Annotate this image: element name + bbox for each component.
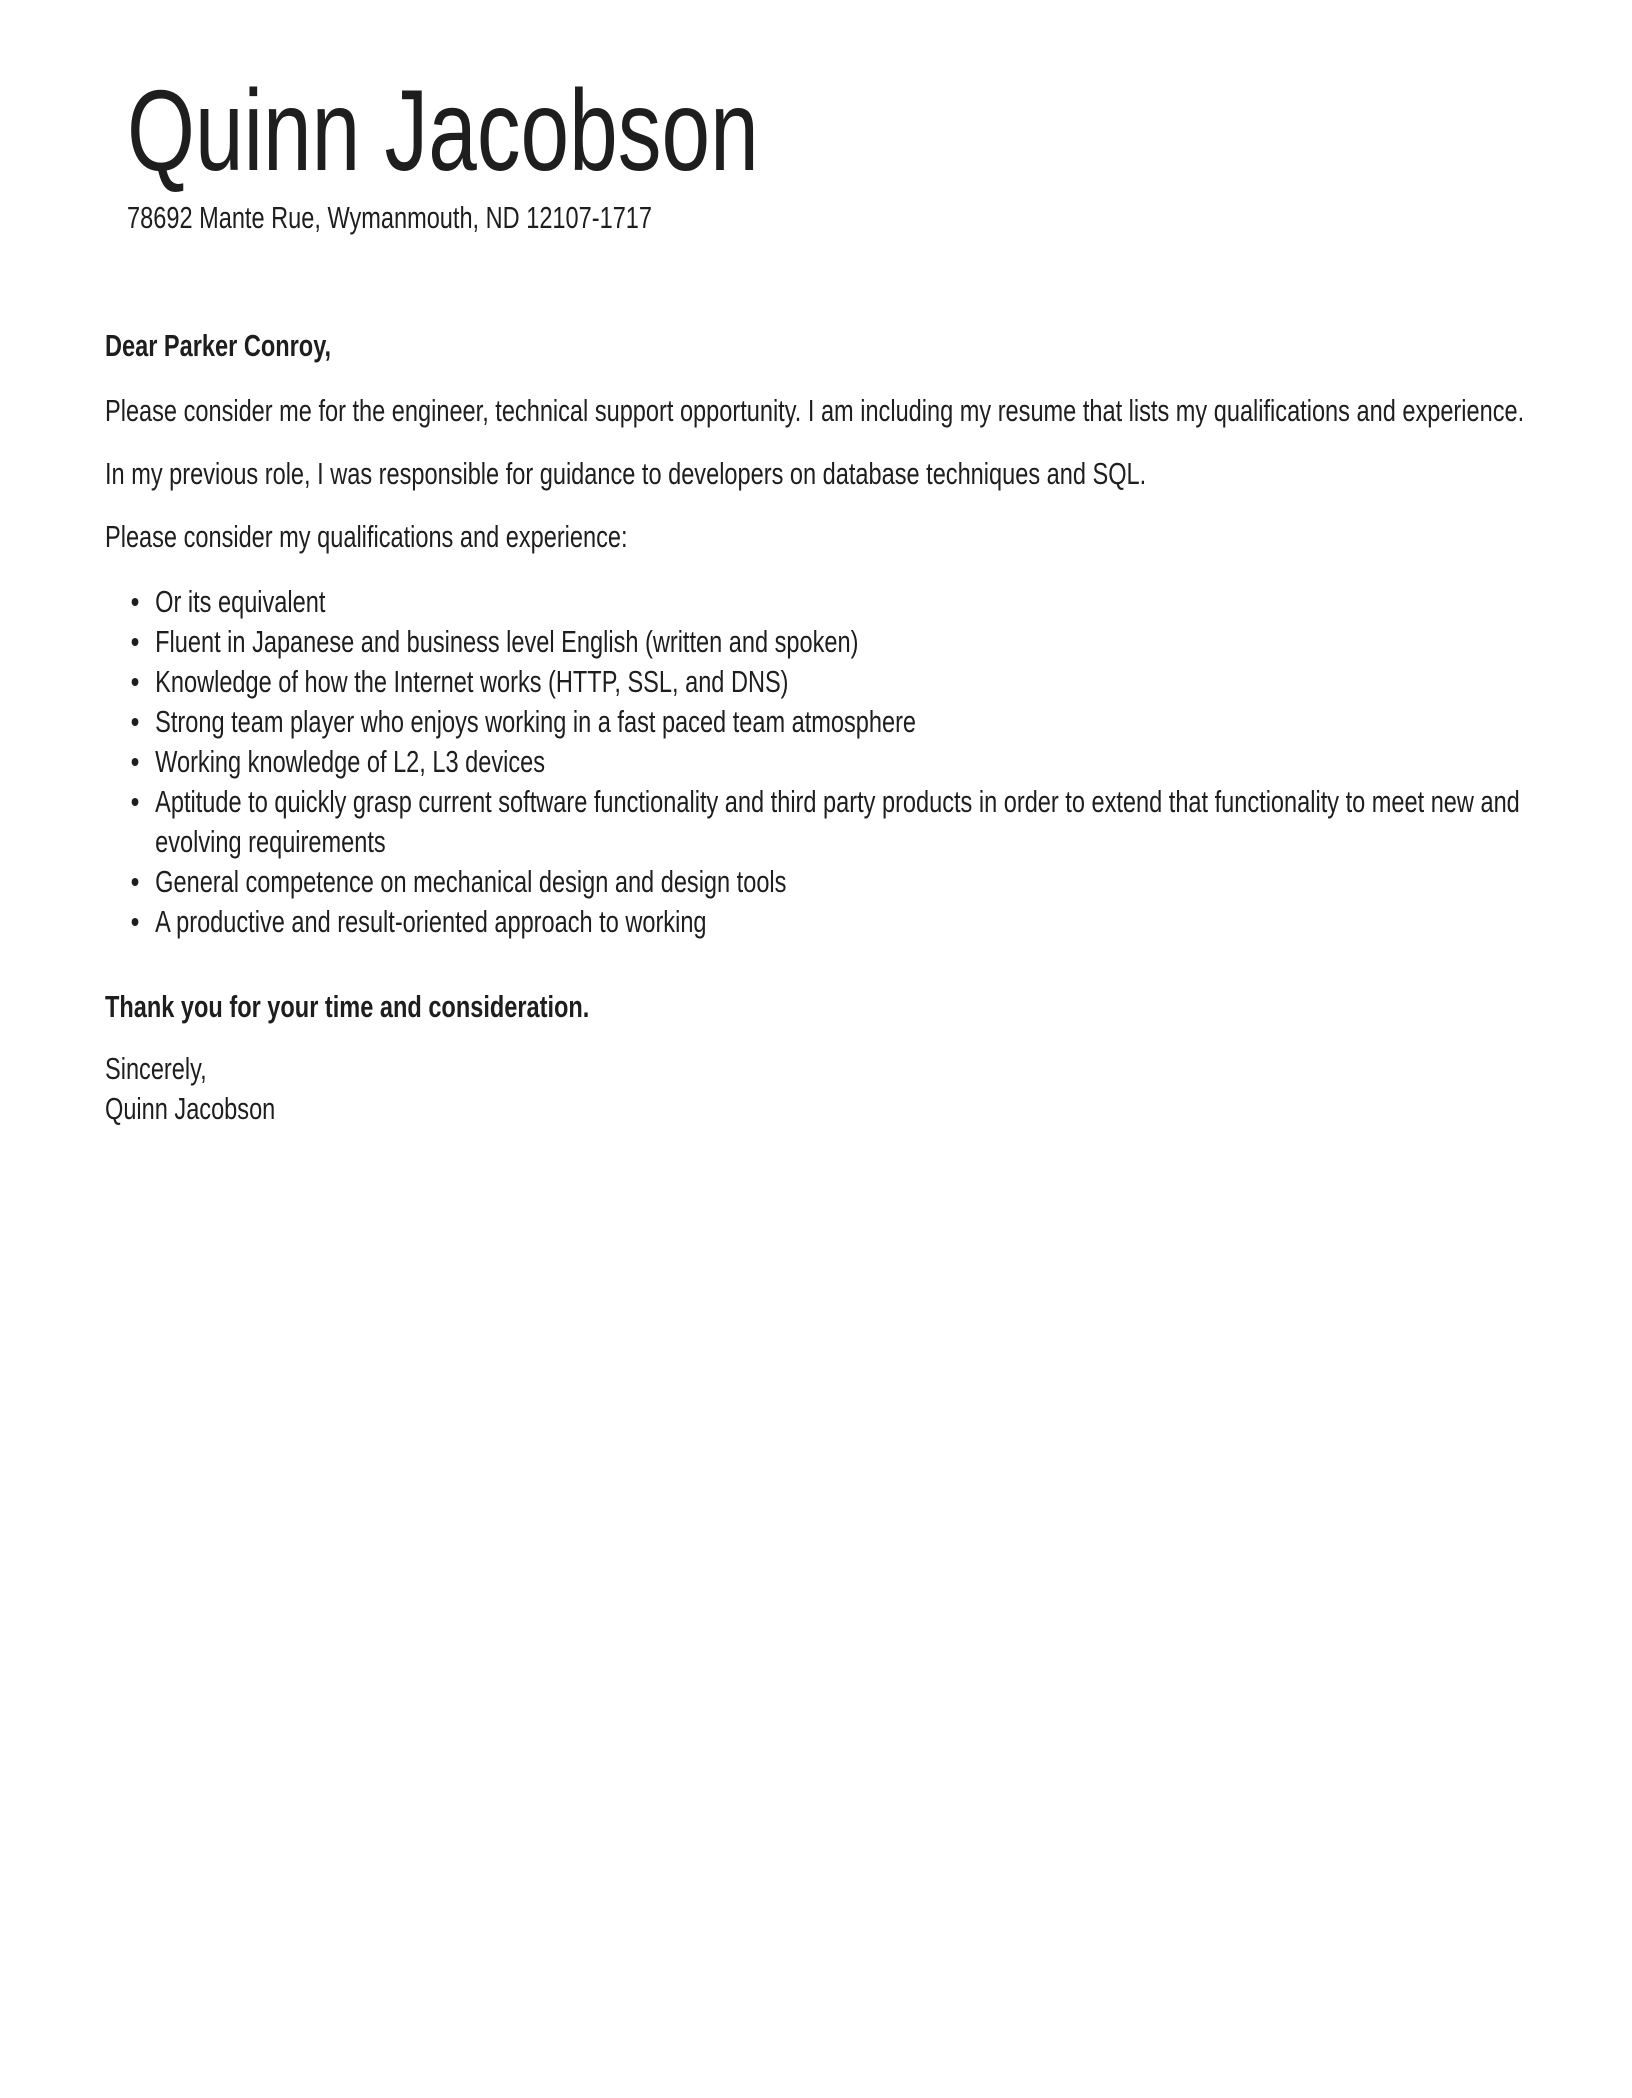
qualification-item: Working knowledge of L2, L3 devices — [155, 742, 1534, 782]
qualification-item: Aptitude to quickly grasp current software functionality and third party products in order to extend that functionality to meet new and evolving requirements — [155, 782, 1534, 862]
signature-name: Quinn Jacobson — [105, 1091, 276, 1126]
paragraph-intro: Please consider me for the engineer, technical support opportunity. I am including my resume that lists my qualifications and experience. — [105, 393, 1525, 428]
letter-content — [105, 67, 1534, 1129]
paragraph-previous-role: In my previous role, I was responsible for guidance to developers on database techniques and SQL. — [105, 456, 1147, 491]
sender-address: 78692 Mante Rue, Wymanmouth, ND 12107-1717 — [127, 200, 652, 235]
sender-name: Quinn Jacobson — [127, 67, 759, 195]
letter-body — [105, 325, 1534, 1129]
thanks-line: Thank you for your time and consideration. — [105, 989, 590, 1024]
qualification-item: Strong team player who enjoys working in a fast paced team atmosphere — [155, 702, 1534, 742]
qualification-item: Knowledge of how the Internet works (HTTP, SSL, and DNS) — [155, 662, 1534, 702]
paragraph-qualifications-lead: Please consider my qualifications and experience: — [105, 519, 628, 554]
qualifications-list — [105, 582, 1534, 942]
qualification-item: Or its equivalent — [155, 582, 1534, 622]
letter-header — [105, 67, 1534, 238]
qualification-item: General competence on mechanical design and design tools — [155, 862, 1534, 902]
closing-salutation: Sincerely, — [105, 1051, 207, 1086]
qualification-item: A productive and result-oriented approach to working — [155, 902, 1534, 942]
salutation: Dear Parker Conroy, — [105, 328, 332, 363]
closing-block — [105, 1049, 1534, 1129]
qualification-item: Fluent in Japanese and business level English (written and spoken) — [155, 622, 1534, 662]
